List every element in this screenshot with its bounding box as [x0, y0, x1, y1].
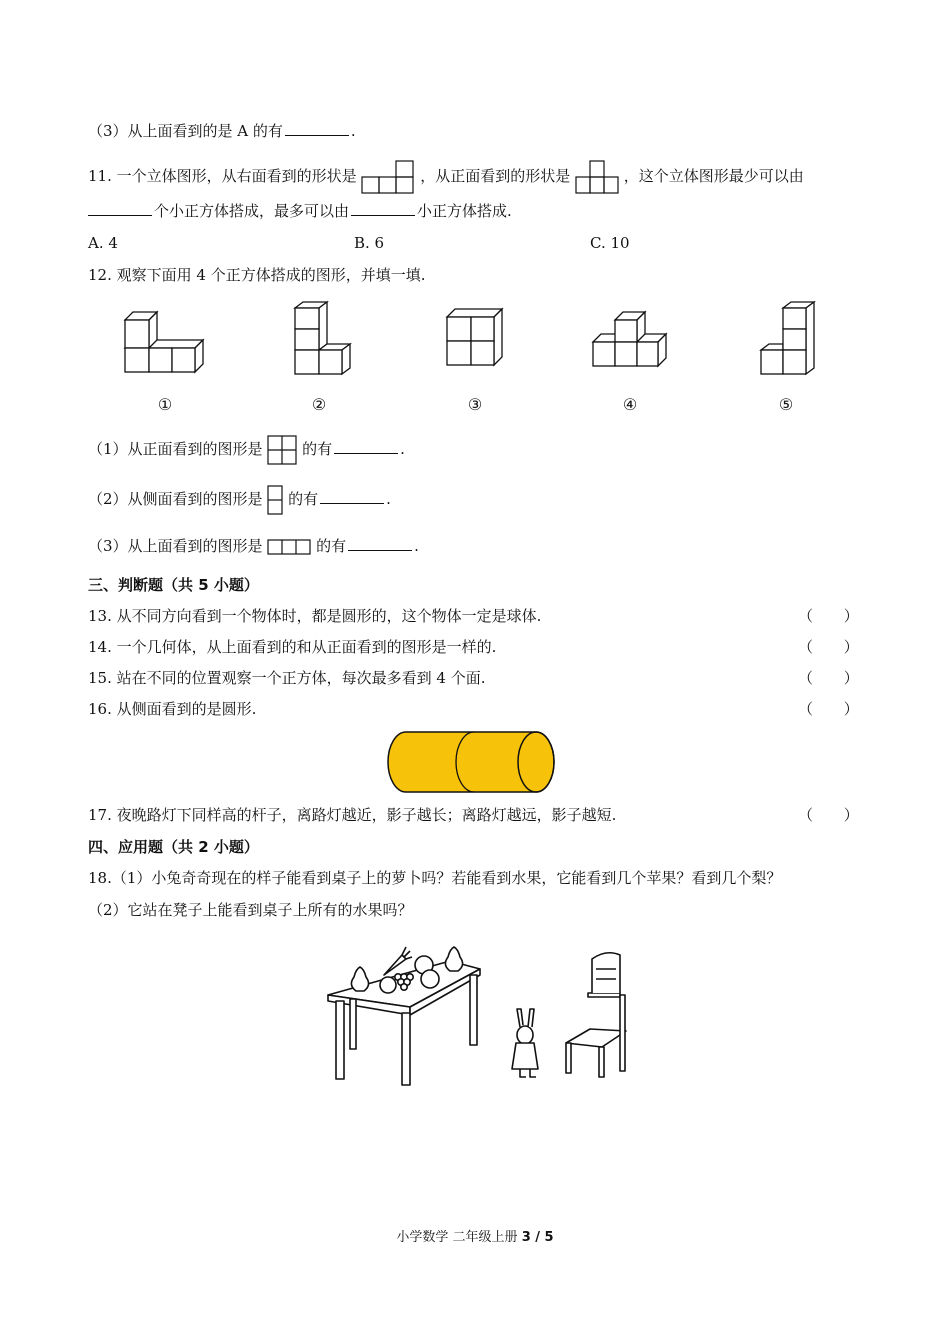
judge-answer-q15[interactable]: （ ） [798, 669, 859, 687]
answer-blank-max[interactable] [351, 201, 415, 216]
page-number: 3 / 5 [521, 1230, 554, 1245]
judge-answer-q13[interactable]: （ ） [798, 607, 859, 625]
page-footer: 小学数学 二年级上册 3 / 5 [396, 1230, 554, 1245]
cylinder-figure [386, 730, 560, 794]
figure-label-1: ① [157, 395, 173, 414]
judge-q15: 15. 站在不同的位置观察一个正方体，每次最多看到 4 个面. [88, 669, 486, 687]
cube-figure-3 [442, 305, 512, 375]
front-view-2x2-figure [267, 435, 297, 465]
q18-line2: （2）它站在凳子上能看到桌子上所有的水果吗？ [88, 901, 413, 919]
figure-label-3: ③ [467, 395, 483, 414]
cube-figure-2 [290, 300, 360, 380]
right-view-figure [361, 160, 415, 194]
cube-figure-4 [588, 308, 672, 374]
top-view-3x1-figure [267, 539, 311, 555]
option-b[interactable]: B. 6 [354, 234, 385, 252]
judge-q13: 13. 从不同方向看到一个物体时，都是圆形的，这个物体一定是球体. [88, 607, 542, 625]
judge-q16: 16. 从侧面看到的是圆形. [88, 700, 257, 718]
front-view-figure [575, 160, 619, 194]
section-title-judge: 三、判断题（共 5 小题） [88, 576, 259, 594]
judge-answer-q16[interactable]: （ ） [798, 700, 859, 718]
judge-q14: 14. 一个几何体，从上面看到的和从正面看到的图形是一样的. [88, 638, 497, 656]
answer-blank-min[interactable] [88, 201, 152, 216]
q12-sub1: （1）从正面看到的图形是 的有 . [88, 435, 405, 465]
cube-figure-1 [120, 300, 210, 380]
q18-line1: 18.（1）小兔奇奇现在的样子能看到桌子上的萝卜吗？若能看到水果，它能看到几个苹果？看到几个梨？ [88, 869, 782, 887]
q12-sub2: （2）从侧面看到的图形是 的有 . [88, 485, 391, 515]
option-c[interactable]: C. 10 [590, 234, 630, 252]
q10-sub3: （3）从上面看到的是 A 的有 . [88, 122, 356, 140]
answer-blank[interactable] [334, 439, 398, 454]
section-title-application: 四、应用题（共 2 小题） [88, 838, 259, 856]
answer-blank[interactable] [320, 489, 384, 504]
side-view-1x2-figure [267, 485, 283, 515]
judge-answer-q17[interactable]: （ ） [798, 806, 859, 824]
figure-label-4: ④ [622, 395, 638, 414]
q11-stem: 11. 一个立体图形，从右面看到的形状是 ，从正面看到的形状是 ，这个立体图形最少可以由 [88, 160, 804, 194]
q12-sub3: （3）从上面看到的图形是 的有 . [88, 537, 419, 555]
option-a[interactable]: A. 4 [88, 234, 118, 252]
answer-blank[interactable] [348, 536, 412, 551]
cube-figure-5 [756, 300, 826, 380]
q12-stem: 12. 观察下面用 4 个正方体搭成的图形，并填一填. [88, 266, 426, 284]
figure-label-5: ⑤ [778, 395, 794, 414]
judge-q17: 17. 夜晚路灯下同样高的杆子，离路灯越近，影子越长；离路灯越远，影子越短. [88, 806, 617, 824]
judge-answer-q14[interactable]: （ ） [798, 638, 859, 656]
answer-blank[interactable] [285, 121, 349, 136]
rabbit-table-illustration [320, 935, 640, 1095]
figure-label-2: ② [311, 395, 327, 414]
q11-stem-line2: 个小正方体搭成，最多可以由 小正方体搭成. [88, 200, 512, 222]
